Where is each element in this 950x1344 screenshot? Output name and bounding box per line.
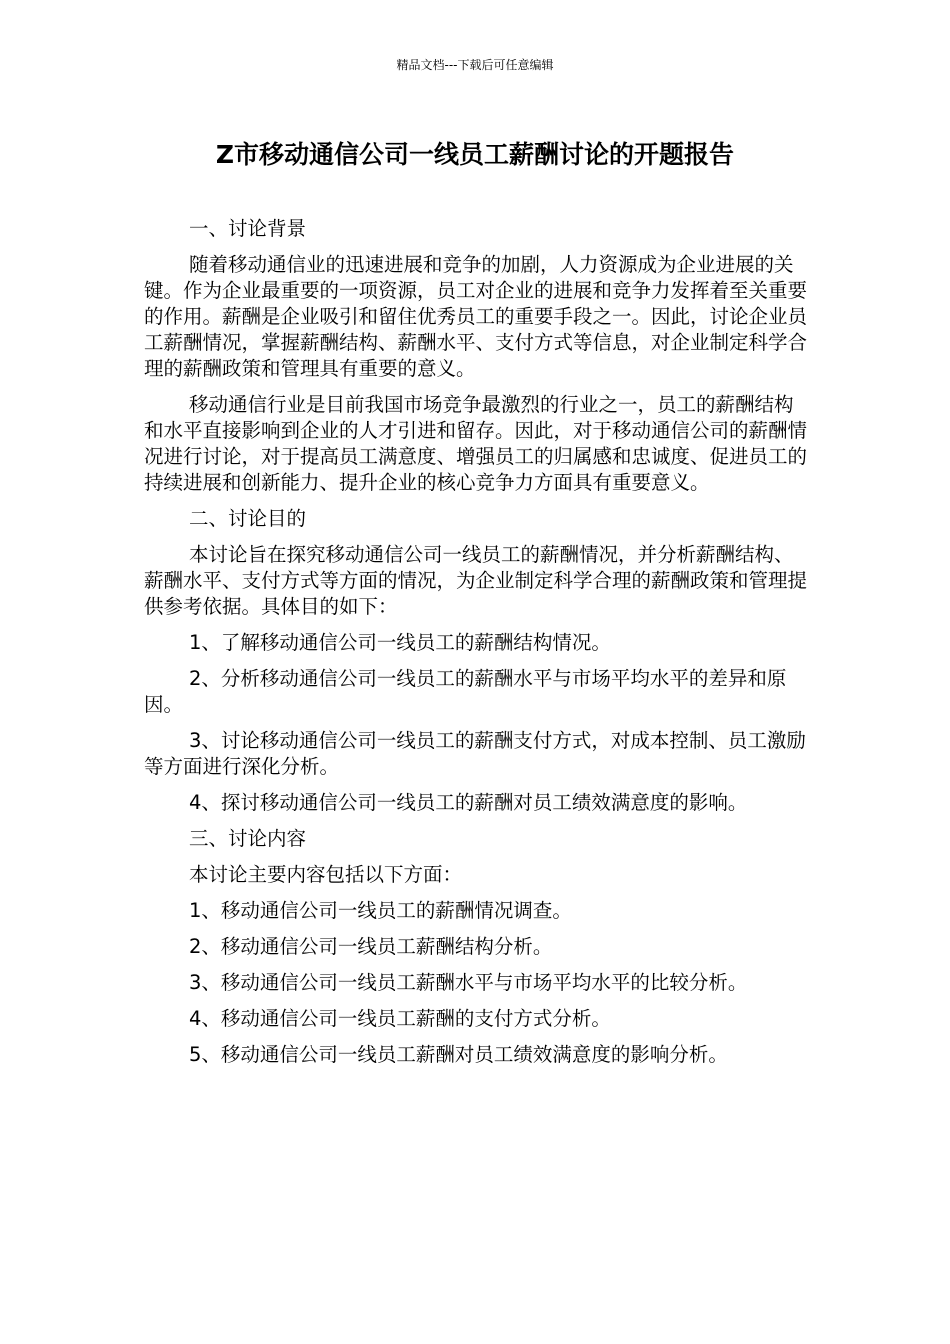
background-paragraph-1: 随着移动通信业的迅速进展和竞争的加剧，人力资源成为企业进展的关键。作为企业最重要的一项资源，员工对企业的进展和竞争力发挥着至关重要的作用。薪酬是企业吸引和留住优秀员工的重要手段之一。因此，讨论企业员工薪酬情况，掌握薪酬结构、薪酬水平、支付方式等信息，对企业制定科学合理的薪酬政策和管理具有重要的意义。	[144, 253, 808, 380]
section-heading-content: 三、讨论内容	[189, 827, 307, 850]
content-item: 3、移动通信公司一线员工薪酬水平与市场平均水平的比较分析。	[189, 971, 748, 994]
section-heading-background: 一、讨论背景	[189, 217, 307, 240]
purpose-item: 2、分析移动通信公司一线员工的薪酬水平与市场平均水平的差异和原因。	[144, 667, 787, 716]
document-body	[144, 216, 809, 1078]
content-item: 2、移动通信公司一线员工薪酬结构分析。	[189, 935, 553, 958]
content-item: 4、移动通信公司一线员工薪酬的支付方式分析。	[189, 1007, 611, 1030]
header-note: 精品文档---下载后可任意编辑	[396, 58, 554, 72]
purpose-item: 1、了解移动通信公司一线员工的薪酬结构情况。	[189, 631, 611, 654]
content-paragraph: 本讨论主要内容包括以下方面：	[189, 863, 463, 886]
purpose-item: 3、讨论移动通信公司一线员工的薪酬支付方式，对成本控制、员工激励等方面进行深化分析。	[144, 729, 806, 778]
background-paragraph-2: 移动通信行业是目前我国市场竞争最激烈的行业之一，员工的薪酬结构和水平直接影响到企业的人才引进和留存。因此，对于移动通信公司的薪酬情况进行讨论，对于提高员工满意度、增强员工的归属感和忠诚度、促进员工的持续进展和创新能力、提升企业的核心竞争力方面具有重要意义。	[144, 393, 808, 494]
purpose-paragraph: 本讨论旨在探究移动通信公司一线员工的薪酬情况，并分析薪酬结构、薪酬水平、支付方式等方面的情况，为企业制定科学合理的薪酬政策和管理提供参考依据。具体目的如下：	[144, 543, 808, 618]
content-item: 1、移动通信公司一线员工的薪酬情况调查。	[189, 899, 572, 922]
purpose-item: 4、探讨移动通信公司一线员工的薪酬对员工绩效满意度的影响。	[189, 791, 748, 814]
content-item: 5、移动通信公司一线员工薪酬对员工绩效满意度的影响分析。	[189, 1043, 728, 1066]
section-heading-purpose: 二、讨论目的	[189, 507, 307, 530]
document-title: Z市移动通信公司一线员工薪酬讨论的开题报告	[215, 140, 735, 169]
